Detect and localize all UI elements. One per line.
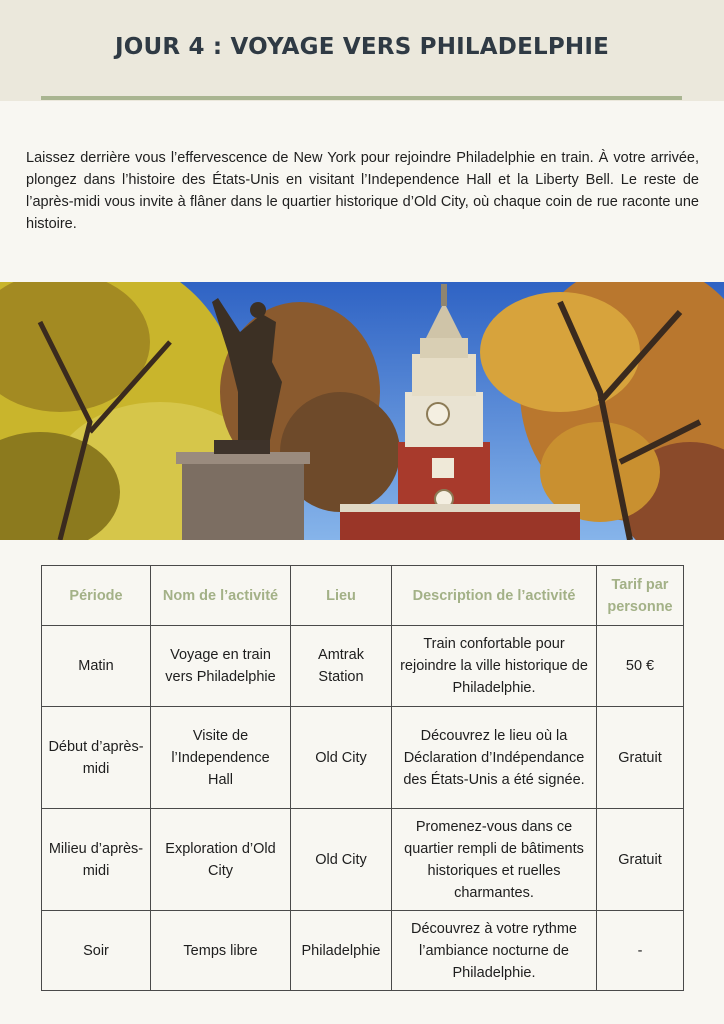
cell-tarif: - (597, 911, 684, 991)
cell-description: Train confortable pour rejoindre la ville historique de Philadelphie. (392, 626, 597, 707)
cell-activite: Exploration d’Old City (151, 809, 291, 911)
table-row (42, 626, 684, 707)
title-divider (41, 96, 682, 100)
cell-description: Promenez-vous dans ce quartier rempli de bâtiments historiques et ruelles charmantes. (392, 809, 597, 911)
cell-lieu: Old City (291, 809, 392, 911)
cell-description: Découvrez à votre rythme l’ambiance nocturne de Philadelphie. (392, 911, 597, 991)
cell-lieu: Old City (291, 707, 392, 809)
cell-periode: Soir (42, 911, 151, 991)
page-title: JOUR 4 : VOYAGE VERS PHILADELPHIE (114, 34, 610, 60)
activity-table (41, 565, 684, 991)
header-description: Description de l’activité (392, 566, 597, 626)
cell-tarif: Gratuit (597, 707, 684, 809)
cell-activite: Voyage en train vers Philadelphie (151, 626, 291, 707)
cell-tarif: 50 € (597, 626, 684, 707)
header-lieu: Lieu (291, 566, 392, 626)
cell-periode: Matin (42, 626, 151, 707)
cell-lieu: Amtrak Station (291, 626, 392, 707)
table-row (42, 911, 684, 991)
table-row (42, 809, 684, 911)
cell-periode: Milieu d’après-midi (42, 809, 151, 911)
independence-hall-photo (0, 282, 724, 540)
cell-activite: Visite de l’Independence Hall (151, 707, 291, 809)
cell-periode: Début d’après-midi (42, 707, 151, 809)
cell-activite: Temps libre (151, 911, 291, 991)
header-periode: Période (42, 566, 151, 626)
table-row (42, 707, 684, 809)
header-tarif: Tarif par personne (597, 566, 684, 626)
header-activite: Nom de l’activité (151, 566, 291, 626)
cell-description: Découvrez le lieu où la Déclaration d’Indépendance des États-Unis a été signée. (392, 707, 597, 809)
cell-tarif: Gratuit (597, 809, 684, 911)
cell-lieu: Philadelphie (291, 911, 392, 991)
table-header-row (42, 566, 684, 626)
intro-paragraph: Laissez derrière vous l’effervescence de New York pour rejoindre Philadelphie en train. À votre arrivée, plongez dans l’histoire des États-Unis en visitant l’Independence Hall et la Liberty Bell. Le reste de l’après-midi vous invite à flâner dans le quartier historique d’Old City, où chaque coin de rue raconte une histoire. (26, 150, 699, 232)
